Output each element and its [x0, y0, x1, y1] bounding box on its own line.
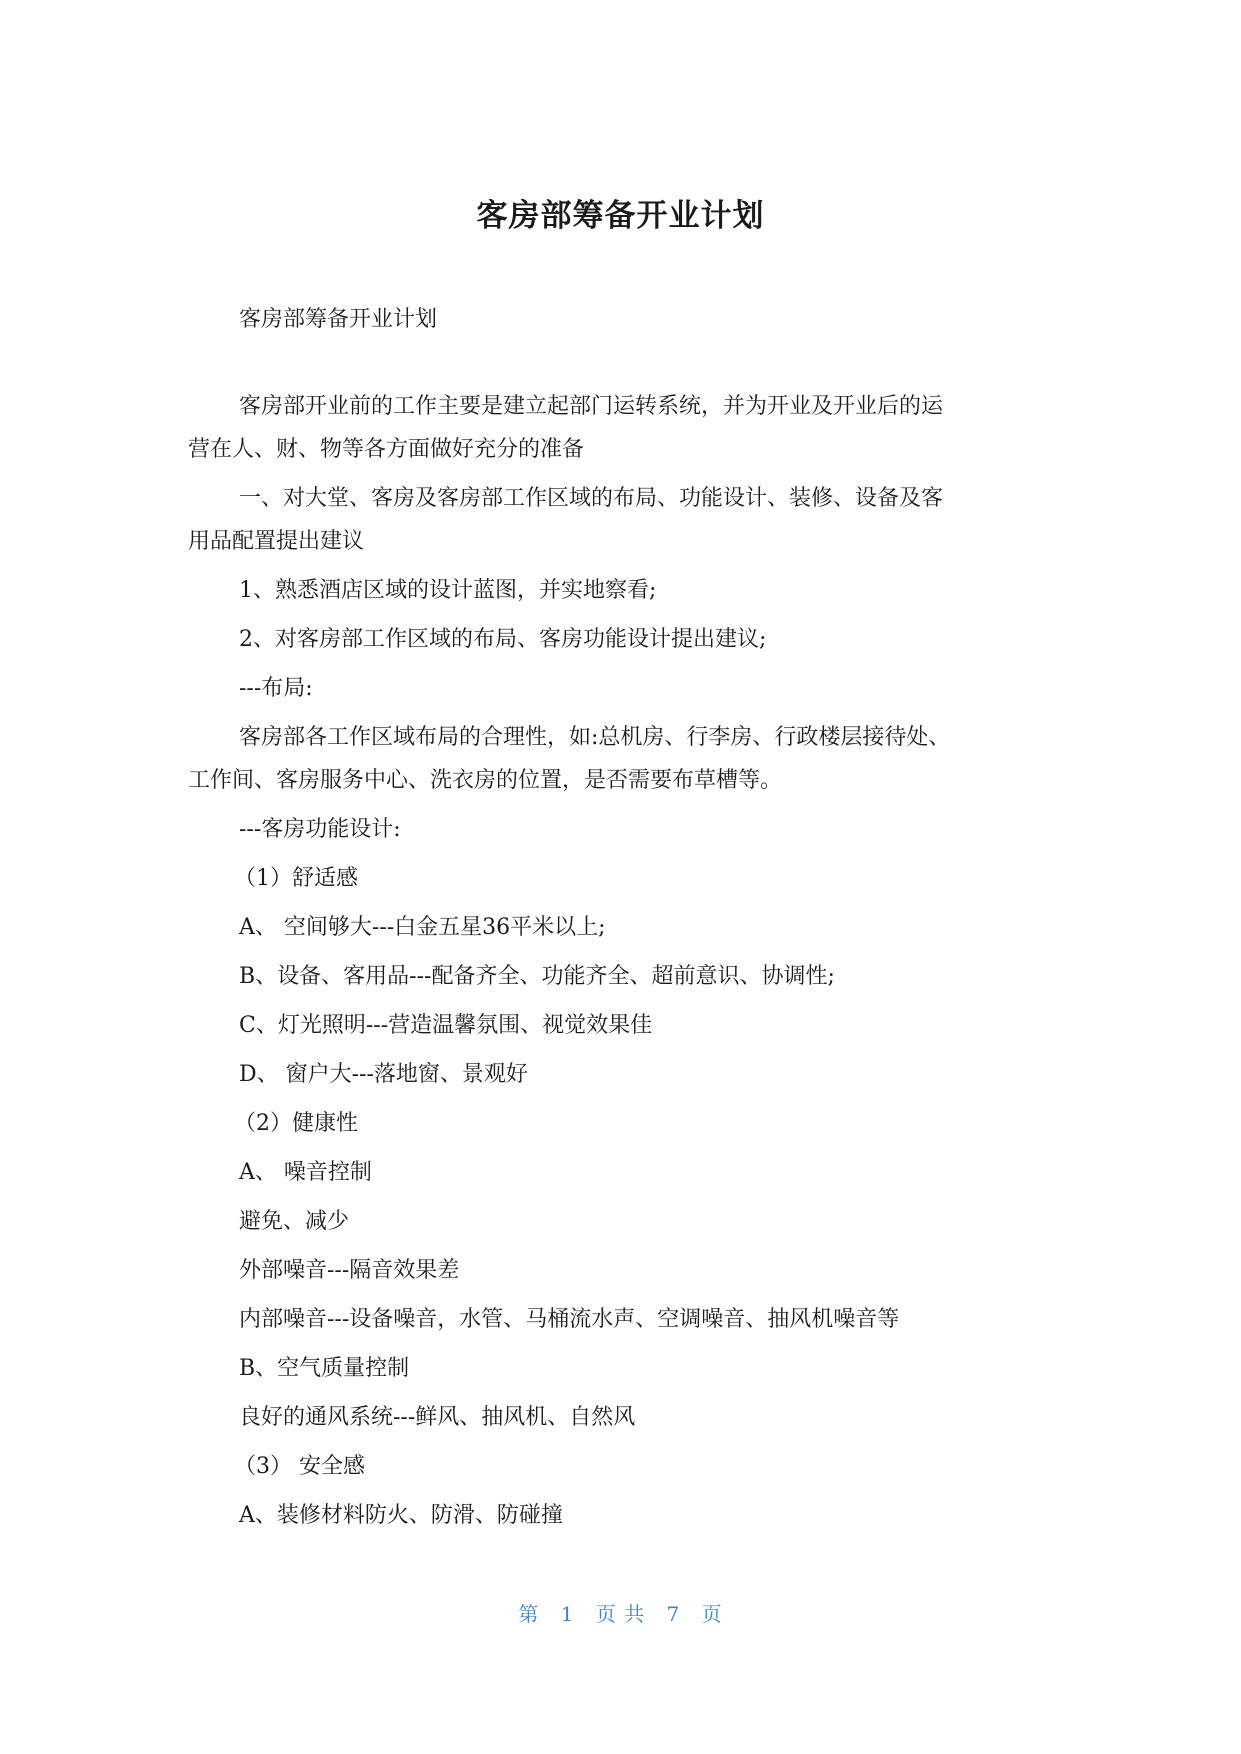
health-heading: （2）健康性: [234, 1111, 358, 1136]
function-heading: ---客房功能设计:: [239, 817, 401, 842]
health-item-b: B、空气质量控制: [239, 1356, 410, 1381]
footer-prefix: 第: [518, 1602, 540, 1626]
health-item-a-detail-3: 内部噪音---设备噪音，水管、马桶流水声、空调噪音、抽风机噪音等: [239, 1307, 900, 1332]
footer-total-pages: 7: [666, 1602, 681, 1626]
section-1-line-1: 一、对大堂、客房及客房部工作区域的布局、功能设计、装修、设备及客: [239, 486, 944, 511]
document-title: 客房部筹备开业计划: [476, 198, 765, 234]
footer-current-page: 1: [560, 1602, 575, 1626]
intro-paragraph-line-2: 营在人、财、物等各方面做好充分的准备: [188, 437, 585, 462]
health-item-a-detail-2: 外部噪音---隔音效果差: [239, 1258, 460, 1283]
comfort-heading: （1）舒适感: [234, 866, 358, 891]
page-footer: [0, 1598, 1241, 1627]
safety-heading: （3） 安全感: [234, 1454, 365, 1479]
comfort-item-c: C、灯光照明---营造温馨氛围、视觉效果佳: [239, 1013, 653, 1038]
layout-paragraph-line-2: 工作间、客房服务中心、洗衣房的位置，是否需要布草槽等。: [188, 768, 783, 793]
footer-middle: 页 共: [595, 1602, 646, 1626]
safety-item-a: A、装修材料防火、防滑、防碰撞: [239, 1503, 563, 1528]
list-item-1: 1、熟悉酒店区域的设计蓝图，并实地察看;: [239, 578, 657, 603]
footer-suffix: 页: [701, 1602, 723, 1626]
comfort-item-b: B、设备、客用品---配备齐全、功能齐全、超前意识、协调性;: [239, 964, 835, 989]
layout-paragraph-line-1: 客房部各工作区域布局的合理性，如:总机房、行李房、行政楼层接待处、: [239, 725, 951, 750]
intro-paragraph-line-1: 客房部开业前的工作主要是建立起部门运转系统，并为开业及开业后的运: [239, 394, 944, 419]
layout-heading: ---布局:: [239, 676, 313, 701]
document-body: [188, 295, 1048, 1540]
subtitle: 客房部筹备开业计划: [239, 307, 438, 332]
health-item-a: A、 噪音控制: [239, 1160, 372, 1185]
health-item-a-detail-1: 避免、减少: [239, 1209, 350, 1234]
comfort-item-a: A、 空间够大---白金五星36平米以上;: [239, 915, 606, 940]
health-item-b-detail-1: 良好的通风系统---鲜风、抽风机、自然风: [239, 1405, 636, 1430]
list-item-2: 2、对客房部工作区域的布局、客房功能设计提出建议;: [239, 627, 767, 652]
section-1-line-2: 用品配置提出建议: [188, 529, 365, 554]
comfort-item-d: D、 窗户大---落地窗、景观好: [239, 1062, 528, 1087]
